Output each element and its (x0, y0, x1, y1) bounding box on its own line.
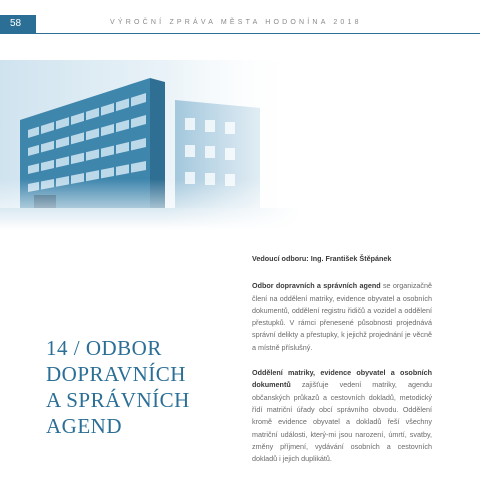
heading-line: AGEND (46, 414, 122, 438)
heading-line: 14 / ODBOR (46, 336, 162, 360)
paragraph-1-bold: Odbor dopravních a správních agend (252, 281, 381, 291)
running-header-title: VÝROČNÍ ZPRÁVA MĚSTA HODONÍNA 2018 (110, 19, 362, 26)
paragraph-2-bold: Oddělení matriky, evidence obyvatel a osobních dokumentů (252, 368, 432, 390)
paragraph-1 (252, 280, 432, 354)
header-divider (0, 33, 480, 34)
paragraph-1-text: se organizačně člení na oddělení matriky, evidence obyvatel a osobních dokumentů, oddělení registru řidičů a vozidel a oddělení přestupků. V rámci přenesené působnosti projednává správní delikty a přestupky, k jejichž projednání je věcně a místně příslušný. (252, 281, 432, 352)
section-heading (46, 335, 190, 439)
heading-line: DOPRAVNÍCH (46, 362, 186, 386)
body-text-column (252, 253, 432, 478)
paragraph-2 (252, 367, 432, 465)
page-number: 58 (0, 15, 36, 33)
paragraph-2-text: zajišťuje vedení matriky, agendu občanských průkazů a cestovních dokladů, metodický řídí matriční úřady obcí správního obvodu. Oddělení kromě evidence obyvatel a dokladů řeší všechny matriční události, který-mi jsou narození, úmrtí, svatby, změny příjmení, vydávání osobních a cestovních dokladů i jejich duplikátů. (252, 380, 432, 464)
department-head: Vedoucí odboru: Ing. František Štěpánek (252, 254, 392, 263)
heading-line: A SPRÁVNÍCH (46, 388, 190, 412)
building-photo (0, 60, 300, 230)
